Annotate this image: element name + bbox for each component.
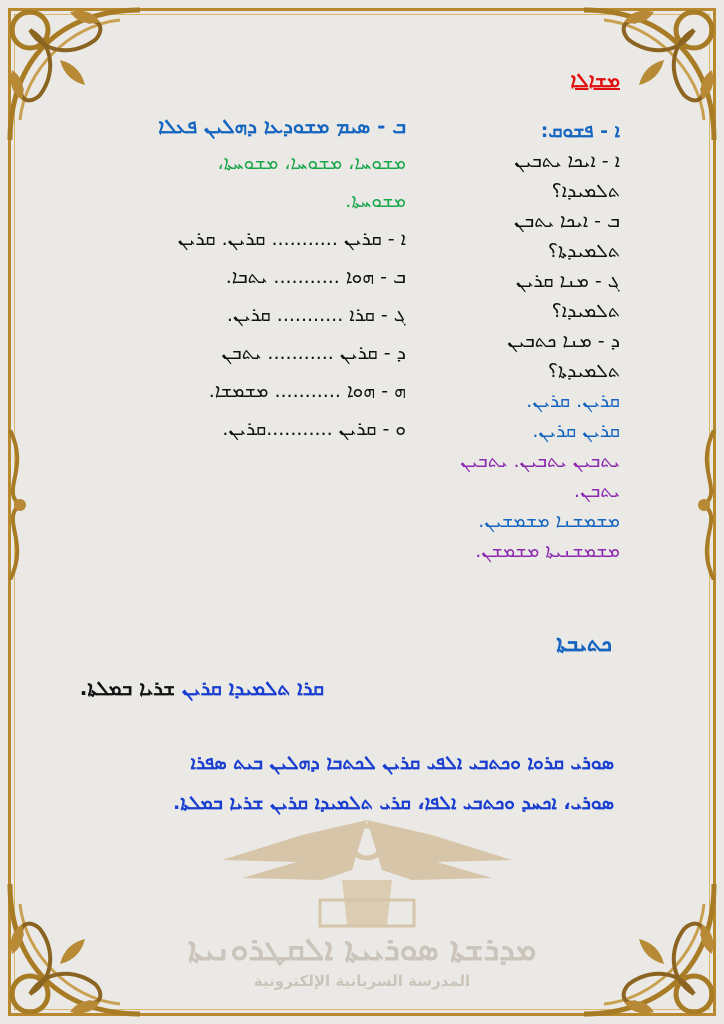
- answer-line: ܩܪܝܢ. ܩܪܝܢ.: [526, 390, 620, 412]
- paragraph-line: ܣܘܪܝ، ܐܟܚܕ ܘܟܬܒܝ ܐܠܦܐ، ܩܪܝ ܬܠܡܝܕܐ ܩܪܝܢ ܫܪܝܐ ܒܡܠܬܐ.: [173, 792, 614, 814]
- question-line: ܬܠܡܝܕܐ؟: [551, 180, 620, 202]
- exercise-line: ܒ - ܗܘܐ ........... ܝܬܒܐ.: [225, 266, 406, 288]
- ornament-side-right: [684, 430, 724, 580]
- answer-line: ܩܪܝܢ ܩܪܝܢ.: [532, 420, 620, 442]
- school-name-arabic-watermark: المدرسة السريانية الإلكترونية: [253, 972, 471, 990]
- word-forms: ܡܫܘܚܐ، ܡܫܘܚܐ، ܡܫܘܚܬܐ،: [217, 152, 406, 174]
- question-line: ܬܠܡܝܕܬܐ؟: [547, 360, 620, 382]
- question-line: ܬܠܡܝܕܬܐ؟: [547, 240, 620, 262]
- question-line: ܓ - ܡܢܐ ܩܪܝܢ: [515, 270, 620, 292]
- exercise-line: ܘ - ܩܪܝܢ ...........ܩܪܝܢ.: [222, 418, 406, 440]
- writing-sentence: [80, 676, 324, 700]
- exercise-heading: ܒ - ܣܝܡ ܡܫܘܕܥܐ ܕܗܠܝܢ ܦܥܠܐ: [158, 114, 406, 138]
- question-heading: ܐ - ܦܫܘܩ:: [540, 120, 620, 142]
- ornament-side-left: [0, 430, 40, 580]
- answer-line: ܝܬܒܝܢ ܝܬܒܝܢ. ܝܬܒܝܢ: [460, 450, 620, 472]
- exercise-line: ܗ - ܗܘܐ ........... ܡܫܡܫܐ.: [208, 380, 406, 402]
- writing-heading: ܟܬܝܒܬܐ: [556, 632, 612, 657]
- page-title: ܡܫܐܠܐ: [570, 68, 620, 92]
- school-name-syriac-watermark: ܡܕܪܫܬܐ ܣܘܪܝܝܬܐ ܐܠܩܛܪܘܢܝܬܐ: [187, 930, 537, 968]
- exercise-line: ܕ - ܩܪܝܢ ........... ܝܬܒܢ: [221, 342, 406, 364]
- question-line: ܒ - ܐܝܟܐ ܝܬܒܢ: [513, 210, 620, 232]
- winged-emblem-watermark: [202, 800, 532, 930]
- paragraph-line: ܣܘܪܝ ܩܪܘܐ ܘܟܬܒܝ ܐܠܦܝ ܩܪܝܢ ܠܟܬܒܐ ܕܗܠܝܢ ܒܝܬ ܣܦܪܐ: [190, 752, 614, 774]
- answer-line: ܡܫܡܫܢܐ ܡܫܡܫܝܢ.: [478, 510, 620, 532]
- exercise-line: ܓ - ܩܪܐ ........... ܩܪܝܢ.: [226, 304, 406, 326]
- word-forms: ܡܫܘܚܬܐ.: [345, 190, 406, 212]
- question-line: ܕ - ܡܢܐ ܟܬܒܝܢ: [507, 330, 620, 352]
- answer-line: ܡܫܡܫܢܝܬܐ ܡܫܡܫܢ.: [475, 540, 620, 562]
- exercise-line: ܐ - ܩܪܝܢ ........... ܩܪܝܢ. ܩܪܝܢ: [177, 228, 406, 250]
- exercise-column: [96, 108, 406, 448]
- question-line: ܬܠܡܝܕܐ؟: [551, 300, 620, 322]
- sentence-part: ܩܪܐ ܬܠܡܝܕܐ ܩܪܝܢ: [182, 676, 324, 700]
- sentence-part: ܫܪܝܐ ܒܡܠܬܐ.: [79, 676, 176, 700]
- questions-column: [380, 116, 620, 566]
- question-line: ܐ - ܐܝܟܐ ܝܬܒܝܢ: [514, 150, 620, 172]
- answer-line: ܝܬܒܢ.: [574, 480, 620, 502]
